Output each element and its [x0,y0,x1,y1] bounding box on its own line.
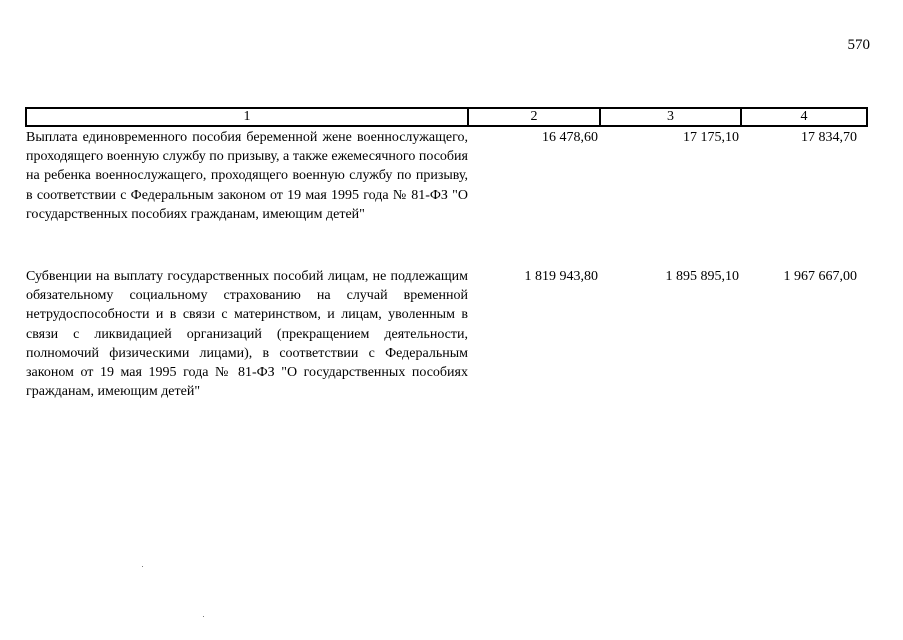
row-value-col3: 17 175,10 [683,130,739,145]
column-header-3: 3 [600,108,741,126]
row-value-col2: 16 478,60 [542,130,598,145]
column-header-2: 2 [468,108,600,126]
row-description: Выплата единовременного пособия беременной жене военнослужащего, проходящего военную службу по призыву, а также ежемесячного пособия на ребенка военнослужащего, проходящего военную службу по призыву, в соответствии с Федеральным законом от 19 мая 1995 года № 81-ФЗ "О государственных пособиях гражданам, имеющим детей" [26,130,468,222]
scan-speck [203,616,204,617]
row-value-col3: 1 895 895,10 [665,269,739,285]
row-value-col2: 1 819 943,80 [524,269,598,285]
table-row [26,224,867,401]
budget-table [25,107,868,401]
column-header-1: 1 [26,108,468,126]
table-header [26,108,867,126]
row-value-col4: 1 967 667,00 [783,269,857,285]
table-row [26,126,867,224]
row-value-col4: 17 834,70 [801,130,857,145]
scan-speck [142,566,143,567]
row-description: Субвенции на выплату государственных пособий лицам, не подлежащим обязательному социальному страхованию на случай временной нетрудоспособности и в связи с материнством, и лицам, уволенным в связи с ликвидацией организаций (прекращением деятельности, полномочий физическими лицами), в соответствии с Федеральным законом от 19 мая 1995 года № 81-ФЗ "О государственных пособиях гражданам, имеющим детей" [26,269,468,400]
page-number: 570 [847,37,870,53]
table-body [26,126,867,401]
column-header-4: 4 [741,108,867,126]
header-row [26,108,867,126]
